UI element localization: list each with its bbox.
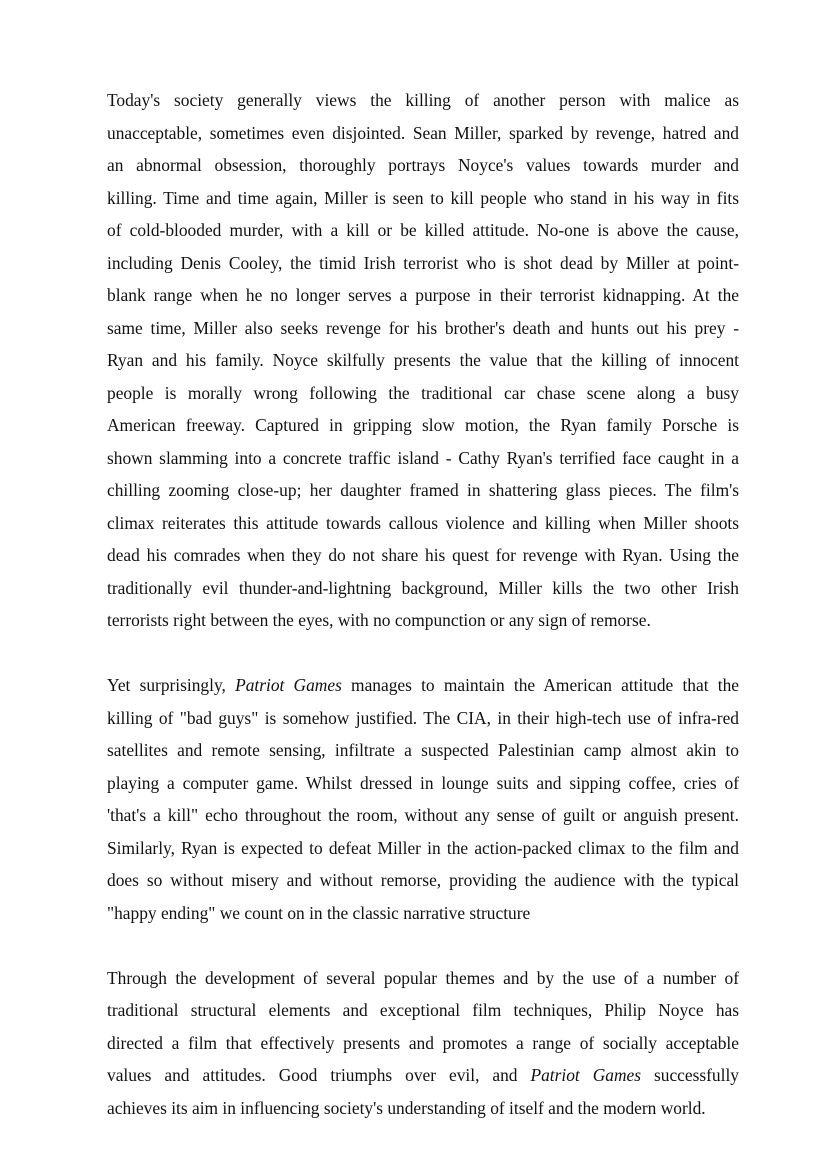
text-line (107, 897, 739, 930)
paragraph-spacer (107, 637, 739, 670)
text-run: Through the development of several popular themes and by the use of a number of (107, 967, 739, 988)
text-line (107, 572, 739, 605)
text-line (107, 604, 739, 637)
text-run: blank range when he no longer serves a purpose in their terrorist kidnapping. At the (107, 285, 739, 305)
text-run: Today's society generally views the killing of another person with malice as (107, 90, 739, 110)
text-line (107, 409, 739, 442)
text-run: climax reiterates this attitude towards callous violence and killing when Miller shoots (107, 512, 739, 533)
text-line (107, 149, 739, 182)
text-run: terrorists right between the eyes, with no compunction or any sign of remorse. (107, 610, 651, 630)
text-line (107, 864, 739, 897)
text-run: people is morally wrong following the traditional car chase scene along a busy (107, 382, 739, 403)
paragraph-1 (107, 84, 739, 637)
text-run: an abnormal obsession, thoroughly portrays Noyce's values towards murder and (107, 155, 739, 175)
text-run: "happy ending" we count on in the classic narrative structure (107, 902, 531, 923)
text-run: successfully (641, 1065, 739, 1085)
text-line (107, 539, 739, 572)
text-run: same time, Miller also seeks revenge for his brother's death and hunts out his prey - (107, 317, 739, 338)
paragraph-spacer (107, 929, 739, 962)
text-run: 'that's a kill" echo throughout the room, without any sense of guilt or anguish present. (107, 805, 739, 825)
paragraph-3 (107, 962, 739, 1125)
text-line (107, 182, 739, 215)
text-run: traditional structural elements and exceptional film techniques, Philip Noyce has (107, 1000, 739, 1020)
text-run: killing of "bad guys" is somehow justified. The CIA, in their high-tech use of infra-red (107, 707, 739, 728)
text-line (107, 1092, 739, 1125)
text-line (107, 442, 739, 475)
text-line (107, 214, 739, 247)
text-run: playing a computer game. Whilst dressed in lounge suits and sipping coffee, cries of (107, 772, 739, 793)
text-line (107, 962, 739, 995)
text-run: Similarly, Ryan is expected to defeat Miller in the action-packed climax to the film and (107, 837, 739, 858)
text-line (107, 279, 739, 312)
text-run: American freeway. Captured in gripping slow motion, the Ryan family Porsche is (107, 415, 739, 435)
text-line (107, 799, 739, 832)
text-line (107, 247, 739, 280)
text-run: shown slamming into a concrete traffic island - Cathy Ryan's terrified face caught in a (107, 447, 739, 468)
text-line (107, 1059, 739, 1092)
text-line (107, 832, 739, 865)
text-line (107, 702, 739, 735)
text-run: chilling zooming close-up; her daughter framed in shattering glass pieces. The film's (107, 480, 739, 500)
text-run: killing. Time and time again, Miller is seen to kill people who stand in his way in fits (107, 187, 739, 208)
text-run: manages to maintain the American attitude that the (341, 675, 739, 695)
text-line (107, 1027, 739, 1060)
film-title: Patriot Games (530, 1065, 642, 1085)
text-run: Ryan and his family. Noyce skilfully presents the value that the killing of innocent (107, 350, 739, 370)
text-line (107, 474, 739, 507)
text-run: values and attitudes. Good triumphs over evil, and (107, 1065, 531, 1085)
text-line (107, 994, 739, 1027)
text-run: satellites and remote sensing, infiltrate a suspected Palestinian camp almost akin to (107, 740, 739, 760)
text-line (107, 377, 739, 410)
text-run: unacceptable, sometimes even disjointed. Sean Miller, sparked by revenge, hatred and (107, 122, 739, 143)
document-page (107, 84, 739, 1124)
text-run: achieves its aim in influencing society's understanding of itself and the modern world. (107, 1097, 706, 1118)
film-title: Patriot Games (235, 675, 342, 695)
text-run: Yet surprisingly, (107, 675, 236, 695)
text-line (107, 669, 739, 702)
text-run: traditionally evil thunder-and-lightning background, Miller kills the two other Irish (107, 577, 739, 598)
text-line (107, 84, 739, 117)
text-run: dead his comrades when they do not share his quest for revenge with Ryan. Using the (107, 545, 739, 565)
text-line (107, 767, 739, 800)
text-run: directed a film that effectively presents and promotes a range of socially acceptable (107, 1032, 739, 1053)
text-line (107, 344, 739, 377)
paragraph-2 (107, 669, 739, 929)
text-line (107, 734, 739, 767)
text-run: of cold-blooded murder, with a kill or be killed attitude. No-one is above the cause, (107, 220, 739, 240)
text-line (107, 507, 739, 540)
text-run: does so without misery and without remorse, providing the audience with the typical (107, 870, 739, 890)
text-line (107, 117, 739, 150)
text-line (107, 312, 739, 345)
text-run: including Denis Cooley, the timid Irish terrorist who is shot dead by Miller at point- (107, 252, 739, 273)
